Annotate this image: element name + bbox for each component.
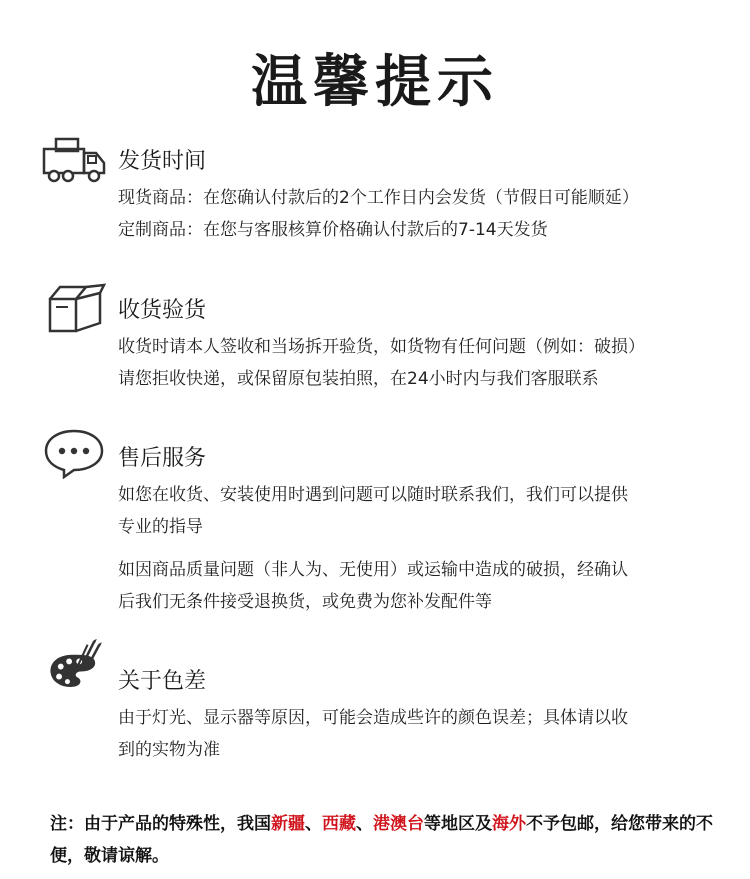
section-line: 专业的指导 (118, 517, 203, 537)
section-heading: 发货时间 (118, 149, 207, 174)
note-prefix: 注：由于产品的特殊性，我国 (50, 814, 271, 834)
section-line: 定制商品：在您与客服核算价格确认付款后的7-14天发货 (118, 220, 548, 240)
section-line: 由于灯光、显示器等原因，可能会造成些许的颜色误差；具体请以收 (118, 708, 628, 728)
section-line: 收货时请本人签收和当场拆开验货，如货物有任何问题（例如：破损） (118, 337, 645, 357)
note-middle: 等地区及 (424, 814, 492, 834)
note-region-hk-macau-taiwan: 港澳台 (373, 814, 424, 834)
note-separator: 、 (305, 814, 322, 834)
note-region-overseas: 海外 (492, 814, 526, 834)
note-region-xinjiang: 新疆 (271, 814, 305, 834)
section-line: 现货商品：在您确认付款后的2个工作日内会发货（节假日可能顺延） (118, 188, 639, 208)
note-region-xizang: 西藏 (322, 814, 356, 834)
section-line: 请您拒收快递，或保留原包装拍照，在24小时内与我们客服联系 (118, 369, 599, 389)
section-heading: 关于色差 (118, 669, 207, 694)
delivery-truck-icon (42, 135, 108, 187)
section-line: 到的实物为准 (118, 740, 220, 760)
section-line: 后我们无条件接受退换货，或免费为您补发配件等 (118, 592, 492, 612)
note-separator: 、 (356, 814, 373, 834)
page-title: 温馨提示 (251, 50, 499, 115)
open-box-icon (42, 283, 108, 335)
section-heading: 售后服务 (118, 446, 207, 471)
section-line: 如您在收货、安装使用时遇到问题可以随时联系我们，我们可以提供 (118, 485, 628, 505)
chat-bubble-icon (42, 427, 108, 479)
note-suffix: 不予包邮，给您带来的不便，敬请谅解。 (50, 814, 713, 866)
section-heading: 收货验货 (118, 298, 207, 323)
shipping-note (50, 808, 720, 872)
paint-palette-icon (42, 638, 108, 690)
section-line: 如因商品质量问题（非人为、无使用）或运输中造成的破损，经确认 (118, 560, 628, 580)
